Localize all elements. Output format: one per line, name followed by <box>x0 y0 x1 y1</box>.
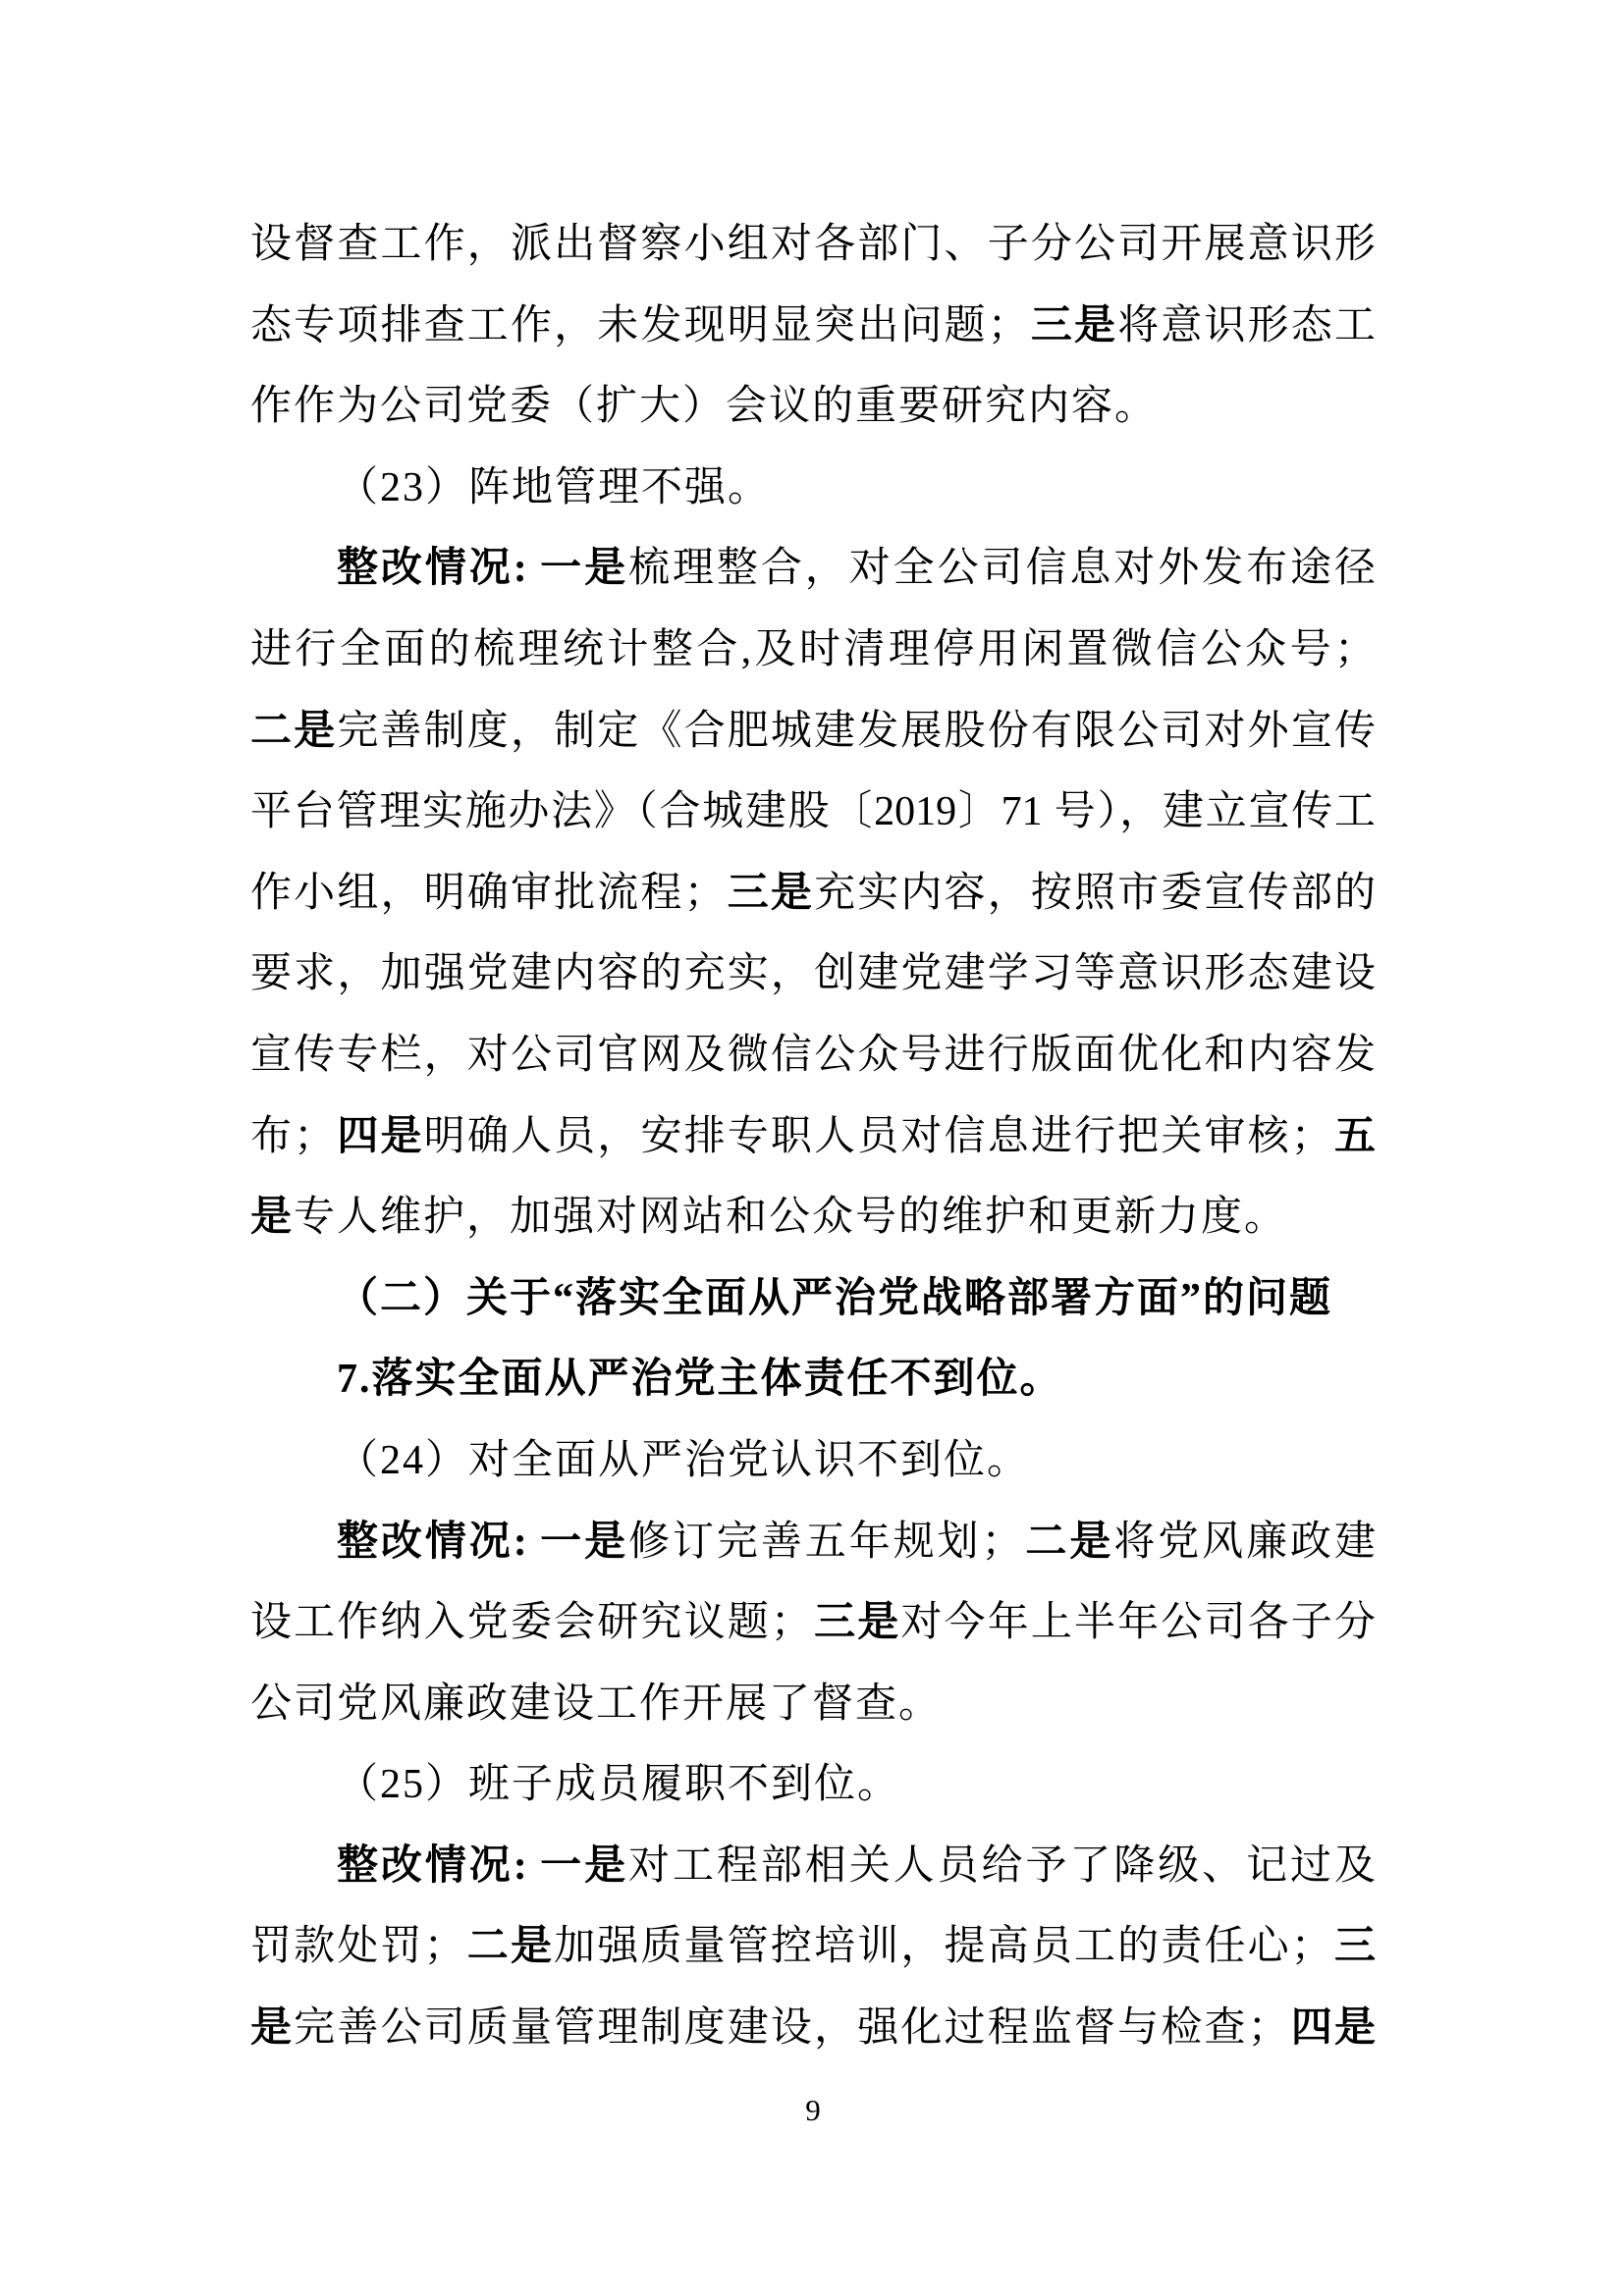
text-line-1 <box>250 204 1376 286</box>
bold-text-run: 是 <box>250 1195 295 1241</box>
text-run: 修订完善五年规划； <box>628 1519 1023 1565</box>
bold-text-run: 三是 <box>725 870 815 916</box>
bold-text-run: 整改情况: 一是 <box>337 546 629 592</box>
text-run: 平台管理实施办法》（合城建股〔2019〕71 号），建立宣传工 <box>250 789 1376 835</box>
text-line-8 <box>250 772 1376 853</box>
text-run: 布； <box>250 1113 336 1159</box>
bold-text-run: 二是 <box>464 1924 555 1970</box>
text-run: 设工作纳入党委会研究议题； <box>250 1600 812 1646</box>
text-line-23 <box>250 1988 1376 2069</box>
text-run: 加强质量管控培训，提高员工的责任心； <box>554 1924 1332 1970</box>
bold-text-run: 7.落实全面从严治党主体责任不到位。 <box>337 1357 1063 1403</box>
text-run: 态专项排查工作，未发现明显突出问题； <box>250 302 1029 348</box>
bold-text-run: 三是 <box>1028 302 1118 348</box>
text-run: 进行全面的梳理统计整合,及时清理停用闲置微信公众号； <box>250 626 1376 672</box>
bold-text-run: 四是 <box>1288 2005 1376 2052</box>
text-line-21 <box>250 1826 1376 1907</box>
text-line-14 <box>250 1258 1376 1340</box>
text-line-10 <box>250 934 1376 1015</box>
text-run: 要求，加强党建内容的充实，创建党建学习等意识形态建设 <box>250 951 1376 997</box>
text-line-11 <box>250 1015 1376 1096</box>
text-run: 明确人员，安排专职人员对信息进行把关审核； <box>423 1113 1332 1159</box>
text-run: 将意识形态工 <box>1117 302 1376 348</box>
text-line-6 <box>250 610 1376 691</box>
text-line-15 <box>250 1339 1376 1420</box>
text-line-20 <box>250 1744 1376 1826</box>
text-run: 专人维护，加强对网站和公众号的维护和更新力度。 <box>294 1195 1288 1241</box>
text-run: 将党风廉政建 <box>1113 1519 1376 1565</box>
text-line-19 <box>250 1664 1376 1745</box>
text-run: 设督查工作，派出督察小组对各部门、子分公司开展意识形 <box>250 222 1376 267</box>
text-line-7 <box>250 691 1376 773</box>
bold-text-run: 是 <box>250 2005 295 2052</box>
text-line-3 <box>250 366 1376 448</box>
document-body <box>250 204 1376 2069</box>
bold-text-run: 四是 <box>335 1113 424 1159</box>
text-line-22 <box>250 1906 1376 1988</box>
text-run: 公司党风廉政建设工作开展了督查。 <box>250 1681 943 1727</box>
bold-text-run: 整改情况: 一是 <box>337 1519 629 1565</box>
bold-text-run: 三 <box>1331 1924 1376 1970</box>
text-line-17 <box>250 1502 1376 1583</box>
text-run: 作作为公司党委（扩大）会议的重要研究内容。 <box>250 384 1159 430</box>
text-run: 梳理整合，对全公司信息对外发布途径 <box>628 546 1376 592</box>
text-line-4 <box>250 448 1376 529</box>
bold-text-run: 二是 <box>1022 1519 1114 1565</box>
page-number: 9 <box>805 2093 821 2127</box>
text-line-9 <box>250 853 1376 934</box>
text-run: （23）阵地管理不强。 <box>337 464 772 510</box>
bold-text-run: 二是 <box>250 708 338 754</box>
text-run: （24）对全面从严治党认识不到位。 <box>337 1437 1031 1483</box>
text-run: 完善制度，制定《合肥城建发展股份有限公司对外宣传 <box>337 708 1376 754</box>
text-run: 罚款处罚； <box>250 1924 465 1970</box>
text-run: 对工程部相关人员给予了降级、记过及 <box>628 1842 1376 1889</box>
bold-text-run: 五 <box>1331 1113 1376 1159</box>
bold-text-run: （二）关于“落实全面从严治党战略部署方面”的问题 <box>337 1275 1333 1321</box>
text-line-13 <box>250 1177 1376 1258</box>
text-line-18 <box>250 1582 1376 1664</box>
bold-text-run: 整改情况: 一是 <box>337 1842 629 1889</box>
text-run: （25）班子成员履职不到位。 <box>337 1762 901 1808</box>
text-run: 宣传专栏，对公司官网及微信公众号进行版面优化和内容发 <box>250 1032 1376 1078</box>
text-run: 充实内容，按照市委宣传部的 <box>814 870 1376 916</box>
text-run: 完善公司质量管理制度建设，强化过程监督与检查； <box>294 2005 1289 2052</box>
text-line-2 <box>250 286 1376 367</box>
text-line-12 <box>250 1096 1376 1178</box>
text-line-16 <box>250 1420 1376 1502</box>
bold-text-run: 三是 <box>811 1600 901 1646</box>
text-line-5 <box>250 528 1376 610</box>
text-run: 作小组，明确审批流程； <box>250 870 726 916</box>
text-run: 对今年上半年公司各子分 <box>900 1600 1376 1646</box>
